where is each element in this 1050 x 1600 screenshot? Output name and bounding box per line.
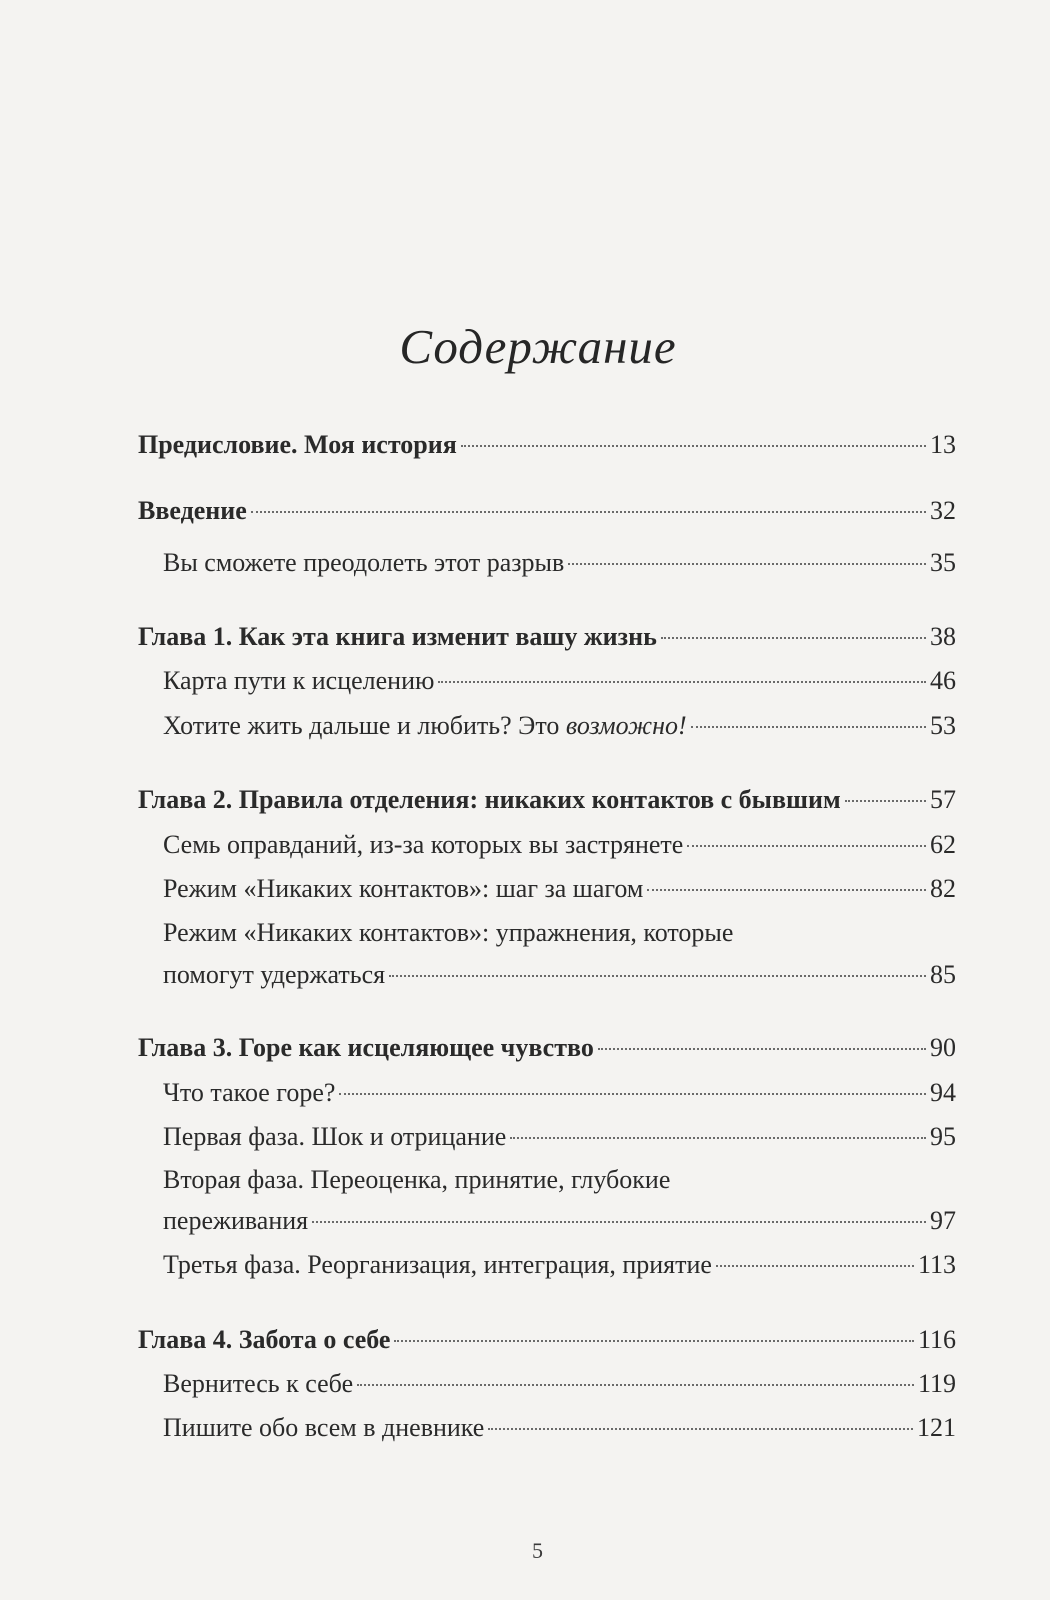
dot-leader	[461, 445, 926, 447]
dot-leader	[251, 511, 926, 513]
toc-entry-ch3-what[interactable]	[163, 1073, 956, 1113]
toc-entry-ch4-diary[interactable]	[163, 1408, 956, 1448]
toc-entry-text	[163, 706, 687, 746]
toc-entry-text: Третья фаза. Реорганизация, интеграция, приятие	[163, 1250, 712, 1279]
toc-entry-ch3-phase3[interactable]	[163, 1245, 956, 1285]
toc-page-number: 53	[930, 711, 956, 740]
dot-leader	[661, 637, 926, 639]
dot-leader	[598, 1048, 926, 1050]
toc-page-number: 13	[930, 430, 956, 459]
toc-entry-ch3-phase2-line1: Вторая фаза. Переоценка, принятие, глубокие	[163, 1165, 671, 1194]
toc-entry-text: Пишите обо всем в дневнике	[163, 1413, 485, 1442]
dot-leader	[389, 975, 926, 977]
toc-entry-ch4-return[interactable]	[163, 1364, 956, 1404]
toc-page-number: 38	[930, 622, 956, 651]
toc-entry-text: Глава 1. Как эта книга изменит вашу жизнь	[138, 622, 657, 651]
toc-page-number: 95	[930, 1122, 956, 1151]
dot-leader	[716, 1265, 914, 1267]
toc-page-number: 119	[917, 1369, 956, 1398]
toc-page-number: 97	[930, 1206, 956, 1235]
toc-page-number: 94	[930, 1078, 956, 1107]
toc-entry-ch2[interactable]	[138, 780, 956, 820]
dot-leader	[691, 726, 926, 728]
toc-entry-preface[interactable]	[138, 425, 956, 465]
toc-entry-ch2-exercises[interactable]	[163, 955, 956, 995]
dot-leader	[488, 1428, 913, 1430]
toc-entry-ch3[interactable]	[138, 1028, 956, 1068]
toc-entry-ch1-map[interactable]	[163, 661, 956, 701]
toc-entry-ch4[interactable]	[138, 1320, 956, 1360]
dot-leader	[357, 1384, 914, 1386]
toc-entry-ch2-exercises-line1: Режим «Никаких контактов»: упражнения, которые	[163, 918, 734, 947]
toc-entry-ch2-steps[interactable]	[163, 869, 956, 909]
toc-entry-ch3-phase2[interactable]	[163, 1201, 956, 1241]
dot-leader	[510, 1137, 926, 1139]
dot-leader	[568, 563, 926, 565]
page-number: 5	[532, 1538, 543, 1563]
toc-entry-text: Карта пути к исцелению	[163, 666, 435, 695]
dot-leader	[845, 800, 926, 802]
toc-entry-text: Первая фаза. Шок и отрицание	[163, 1122, 507, 1151]
toc-entry-text: Глава 2. Правила отделения: никаких контактов с бывшим	[138, 785, 841, 814]
toc-page-number: 57	[930, 785, 956, 814]
toc-entry-text: Глава 3. Горе как исцеляющее чувство	[138, 1033, 594, 1062]
toc-entry-text: Семь оправданий, из-за которых вы застрянете	[163, 830, 684, 859]
toc-entry-text: Глава 4. Забота о себе	[138, 1325, 391, 1354]
dot-leader	[687, 845, 926, 847]
toc-page-number: 116	[917, 1325, 956, 1354]
toc-entry-intro[interactable]	[138, 491, 956, 531]
toc-entry-text: Введение	[138, 496, 247, 525]
dot-leader	[339, 1093, 926, 1095]
toc-page-number: 113	[917, 1250, 956, 1279]
toc-entry-ch1-live[interactable]	[163, 706, 956, 746]
toc-page-number: 121	[917, 1413, 956, 1442]
dot-leader	[438, 681, 926, 683]
dot-leader	[312, 1221, 926, 1223]
toc-page-number: 85	[930, 960, 956, 989]
toc-page-number: 35	[930, 548, 956, 577]
toc-entry-text: Что такое горе?	[163, 1078, 336, 1107]
toc-entry-text-italic: возможно!	[565, 711, 687, 740]
toc-entry-text: Предисловие. Моя история	[138, 430, 457, 459]
toc-entry-text: переживания	[163, 1206, 309, 1235]
toc-entry-ch1[interactable]	[138, 617, 956, 657]
toc-page-number: 62	[930, 830, 956, 859]
toc-entry-intro-gap[interactable]	[163, 543, 956, 583]
toc-page-number: 32	[930, 496, 956, 525]
toc-entry-text-plain: Хотите жить дальше и любить? Это	[163, 711, 566, 740]
toc-entry-text: Режим «Никаких контактов»: шаг за шагом	[163, 874, 644, 903]
toc-entry-ch2-excuses[interactable]	[163, 825, 956, 865]
toc-entry-text: Вы сможете преодолеть этот разрыв	[163, 548, 565, 577]
dot-leader	[647, 889, 926, 891]
toc-entry-text: помогут удержаться	[163, 960, 386, 989]
toc-page-number: 46	[930, 666, 956, 695]
dot-leader	[394, 1340, 913, 1342]
toc-entry-text: Вернитесь к себе	[163, 1369, 354, 1398]
toc-page-number: 82	[930, 874, 956, 903]
toc-page-number: 90	[930, 1033, 956, 1062]
page-title: Содержание	[399, 319, 677, 374]
toc-entry-ch3-phase1[interactable]	[163, 1117, 956, 1157]
